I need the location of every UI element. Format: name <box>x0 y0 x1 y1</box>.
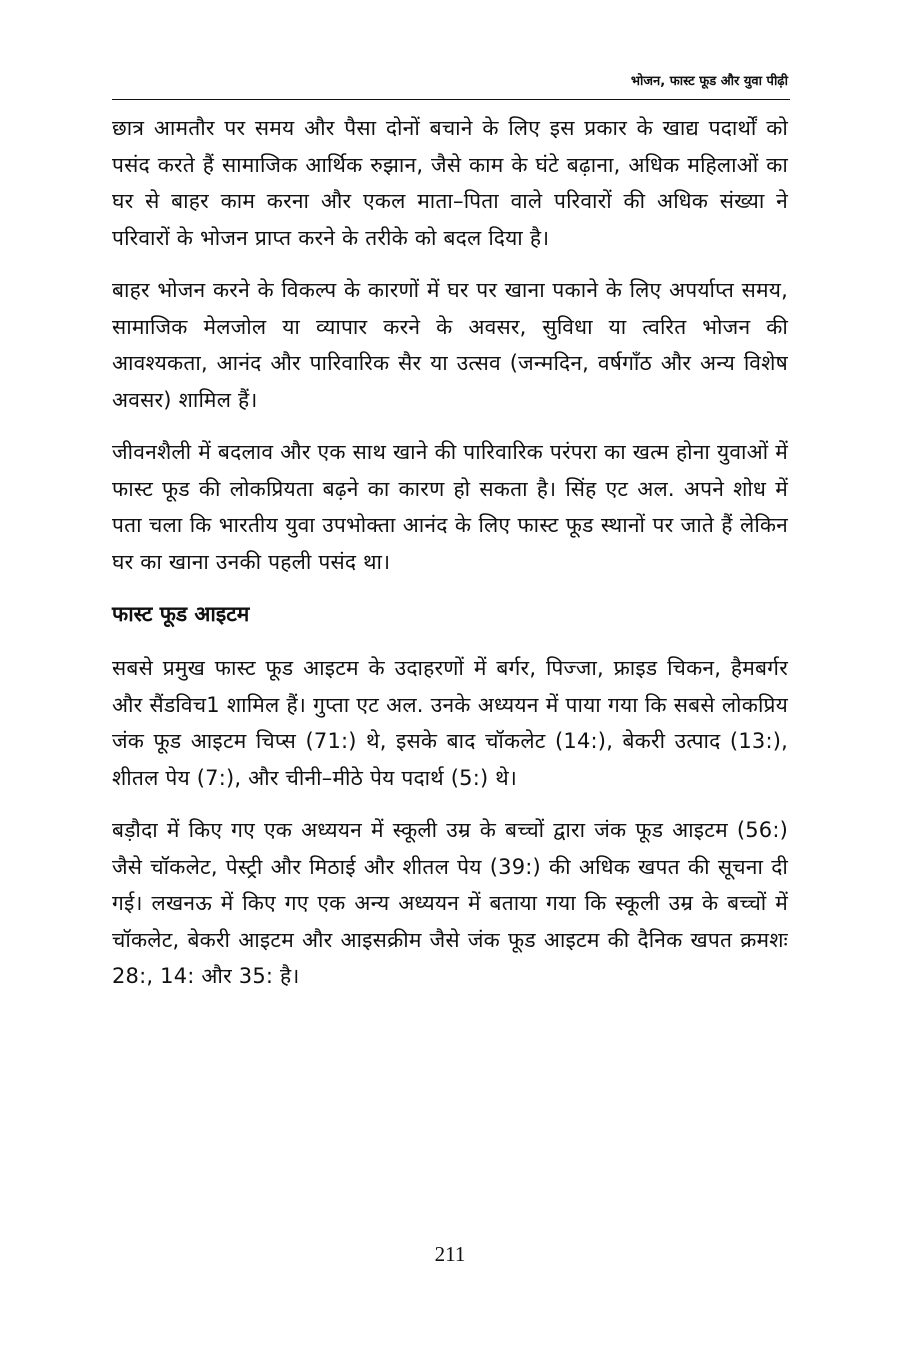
paragraph-student-food-preference: छात्र आमतौर पर समय और पैसा दोनों बचाने के लिए इस प्रकार के खाद्य पदार्थों को पसंद करते हैं सामाजिक आर्थिक रुझान, जैसे काम के घंटे बढ़ाना, अधिक महिलाओं का घर से बाहर काम करना और एकल माता–पिता वाले परिवारों की अधिक संख्या ने परिवारों के भोजन प्राप्त करने के तरीके को बदल दिया है। <box>112 116 788 250</box>
paragraph-lifestyle-change: जीवनशैली में बदलाव और एक साथ खाने की पारिवारिक परंपरा का खत्म होना युवाओं में फास्ट फूड की लोकप्रियता बढ़ने का कारण हो सकता है। सिंह एट अल. अपने शोध में पता चला कि भारतीय युवा उपभोक्ता आनंद के लिए फास्ट फूड स्थानों पर जाते हैं लेकिन घर का खाना उनकी पहली पसंद था। <box>112 440 788 574</box>
paragraph-eating-out-reasons: बाहर भोजन करने के विकल्प के कारणों में घर पर खाना पकाने के लिए अपर्याप्त समय, सामाजिक मेलजोल या व्यापार करने के अवसर, सुविधा या त्वरित भोजन की आवश्यकता, आनंद और पारिवारिक सैर या उत्सव (जन्मदिन, वर्षगाँठ और अन्य विशेष अवसर) शामिल हैं। <box>112 278 788 412</box>
page-number: 211 <box>434 1242 466 1266</box>
header-divider <box>112 99 790 100</box>
paragraph-junk-food-studies: बड़ौदा में किए गए एक अध्ययन में स्कूली उम्र के बच्चों द्वारा जंक फूड आइटम (56:) जैसे चॉकलेट, पेस्ट्री और मिठाई और शीतल पेय (39:) की अधिक खपत की सूचना दी गई। लखनऊ में किए गए एक अन्य अध्ययन में बताया गया कि स्कूली उम्र के बच्चों में चॉकलेट, बेकरी आइटम और आइसक्रीम जैसे जंक फूड आइटम की दैनिक खपत क्रमशः 28:, 14: और 35: है। <box>112 818 788 988</box>
paragraph-fast-food-examples: सबसे प्रमुख फास्ट फूड आइटम के उदाहरणों में बर्गर, पिज्जा, फ्राइड चिकन, हैमबर्गर और सैंडविच1 शामिल हैं। गुप्ता एट अल. उनके अध्ययन में पाया गया कि सबसे लोकप्रिय जंक फूड आइटम चिप्स (71:) थे, इसके बाद चॉकलेट (14:), बेकरी उत्पाद (13:), शीतल पेय (7:), और चीनी–मीठे पेय पदार्थ (5:) थे। <box>112 656 788 790</box>
section-heading-fast-food-items: फास्ट फूड आइटम <box>112 602 250 626</box>
running-header: भोजन, फास्ट फूड और युवा पीढ़ी <box>630 74 788 89</box>
page-content <box>112 110 788 1011</box>
